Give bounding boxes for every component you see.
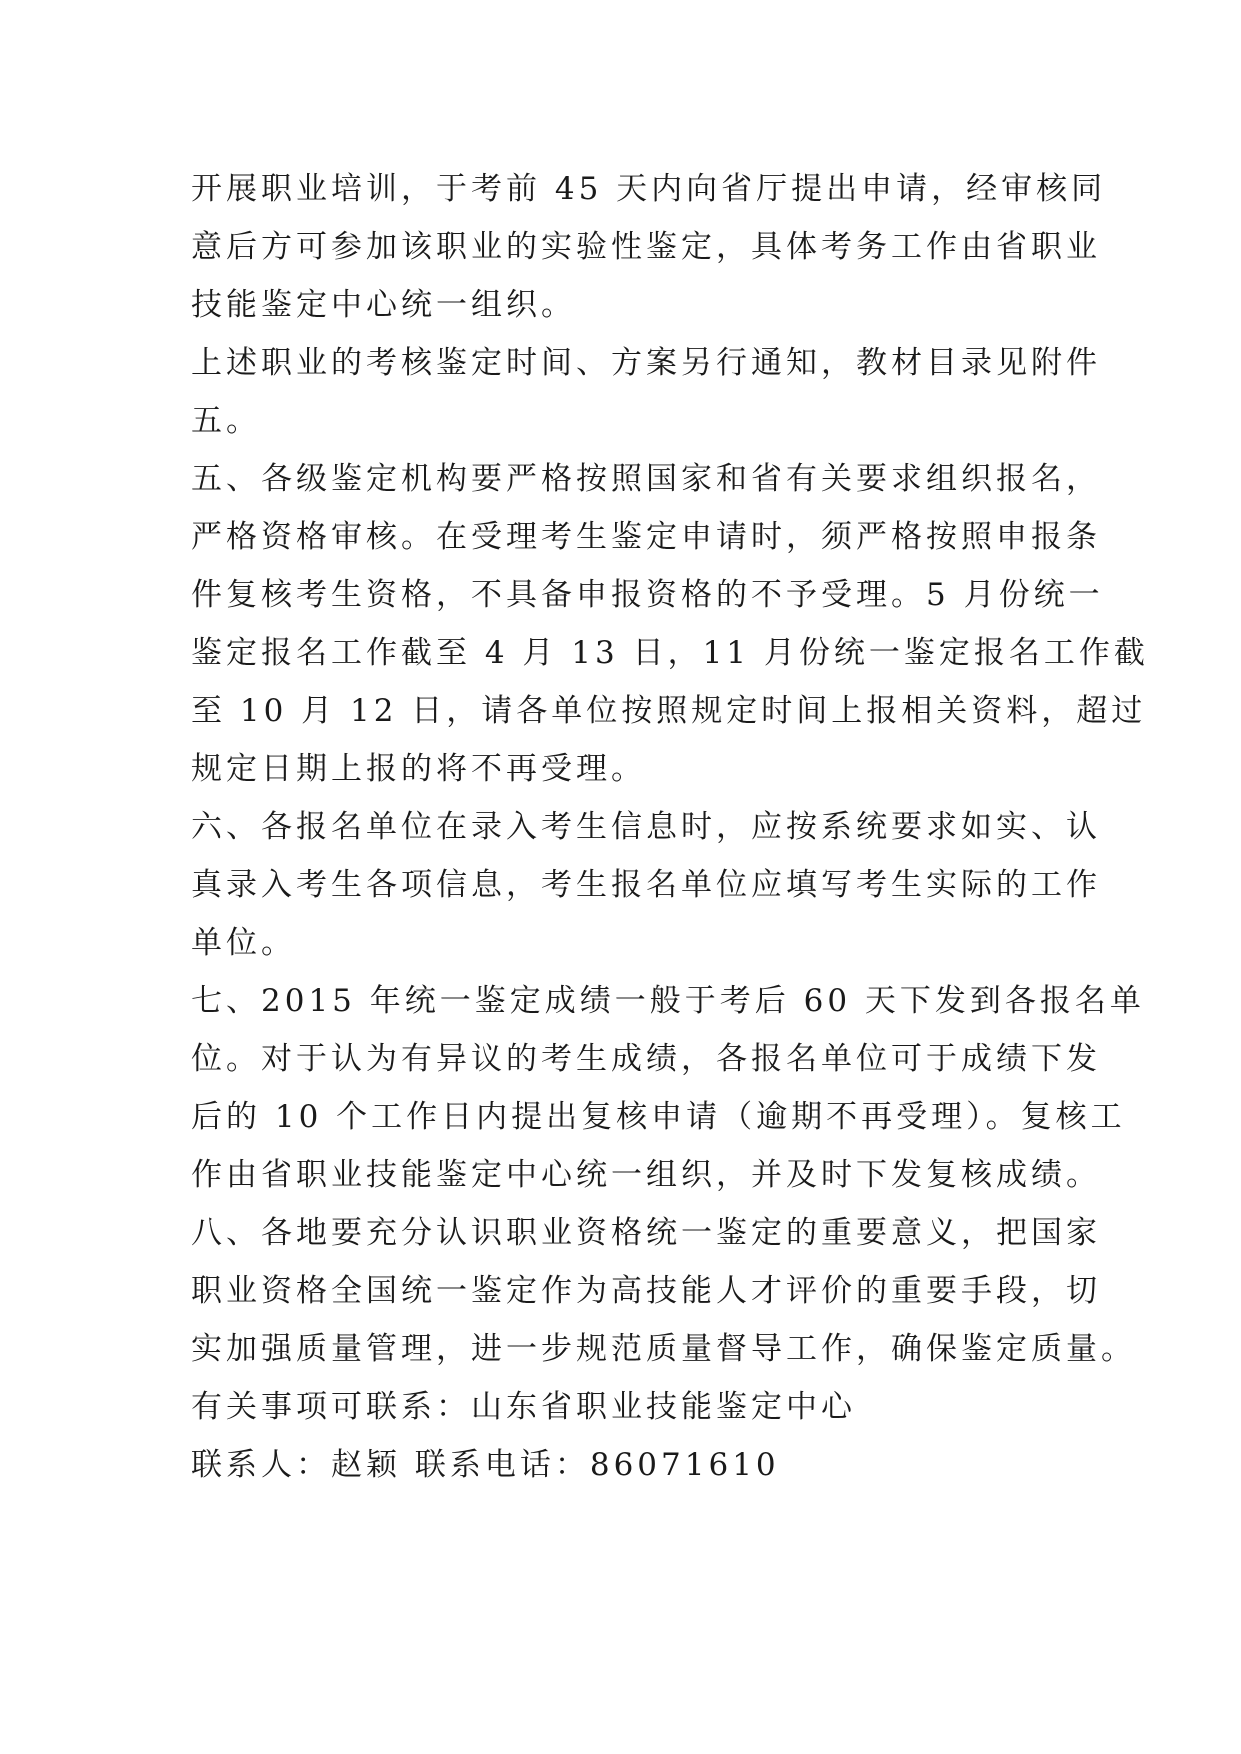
contact-organization-line: 有关事项可联系：山东省职业技能鉴定中心: [191, 1389, 856, 1425]
text-line: 作由省职业技能鉴定中心统一组织，并及时下发复核成绩。: [191, 1157, 1101, 1193]
text-line: 至 10 月 12 日，请各单位按照规定时间上报相关资料，超过: [191, 693, 1147, 729]
section-seven-line: 七、2015 年统一鉴定成绩一般于考后 60 天下发到各报名单: [191, 983, 1145, 1019]
text-line: 严格资格审核。在受理考生鉴定申请时，须严格按照申报条: [191, 519, 1101, 555]
text-line: 位。对于认为有异议的考生成绩，各报名单位可于成绩下发: [191, 1041, 1101, 1077]
text-line: 上述职业的考核鉴定时间、方案另行通知，教材目录见附件: [191, 345, 1101, 381]
text-line: 开展职业培训，于考前 45 天内向省厅提出申请，经审核同: [191, 171, 1107, 207]
text-line: 意后方可参加该职业的实验性鉴定，具体考务工作由省职业: [191, 229, 1101, 265]
text-line: 鉴定报名工作截至 4 月 13 日，11 月份统一鉴定报名工作截: [191, 635, 1149, 671]
text-line: 职业资格全国统一鉴定作为高技能人才评价的重要手段，切: [191, 1273, 1101, 1309]
text-line: 技能鉴定中心统一组织。: [191, 287, 576, 323]
section-five-line: 五、各级鉴定机构要严格按照国家和省有关要求组织报名，: [191, 461, 1101, 497]
section-eight-line: 八、各地要充分认识职业资格统一鉴定的重要意义，把国家: [191, 1215, 1101, 1251]
document-body: [191, 160, 1149, 1494]
text-line: 真录入考生各项信息，考生报名单位应填写考生实际的工作: [191, 867, 1101, 903]
text-line: 实加强质量管理，进一步规范质量督导工作，确保鉴定质量。: [191, 1331, 1136, 1367]
text-line: 单位。: [191, 925, 296, 961]
text-line: 五。: [191, 403, 261, 439]
contact-person-line: 联系人：赵颖 联系电话：86071610: [191, 1447, 780, 1483]
text-line: 规定日期上报的将不再受理。: [191, 751, 646, 787]
text-line: 件复核考生资格，不具备申报资格的不予受理。5 月份统一: [191, 577, 1104, 613]
text-line: 后的 10 个工作日内提出复核申请（逾期不再受理）。复核工: [191, 1099, 1126, 1135]
section-six-line: 六、各报名单位在录入考生信息时，应按系统要求如实、认: [191, 809, 1101, 845]
